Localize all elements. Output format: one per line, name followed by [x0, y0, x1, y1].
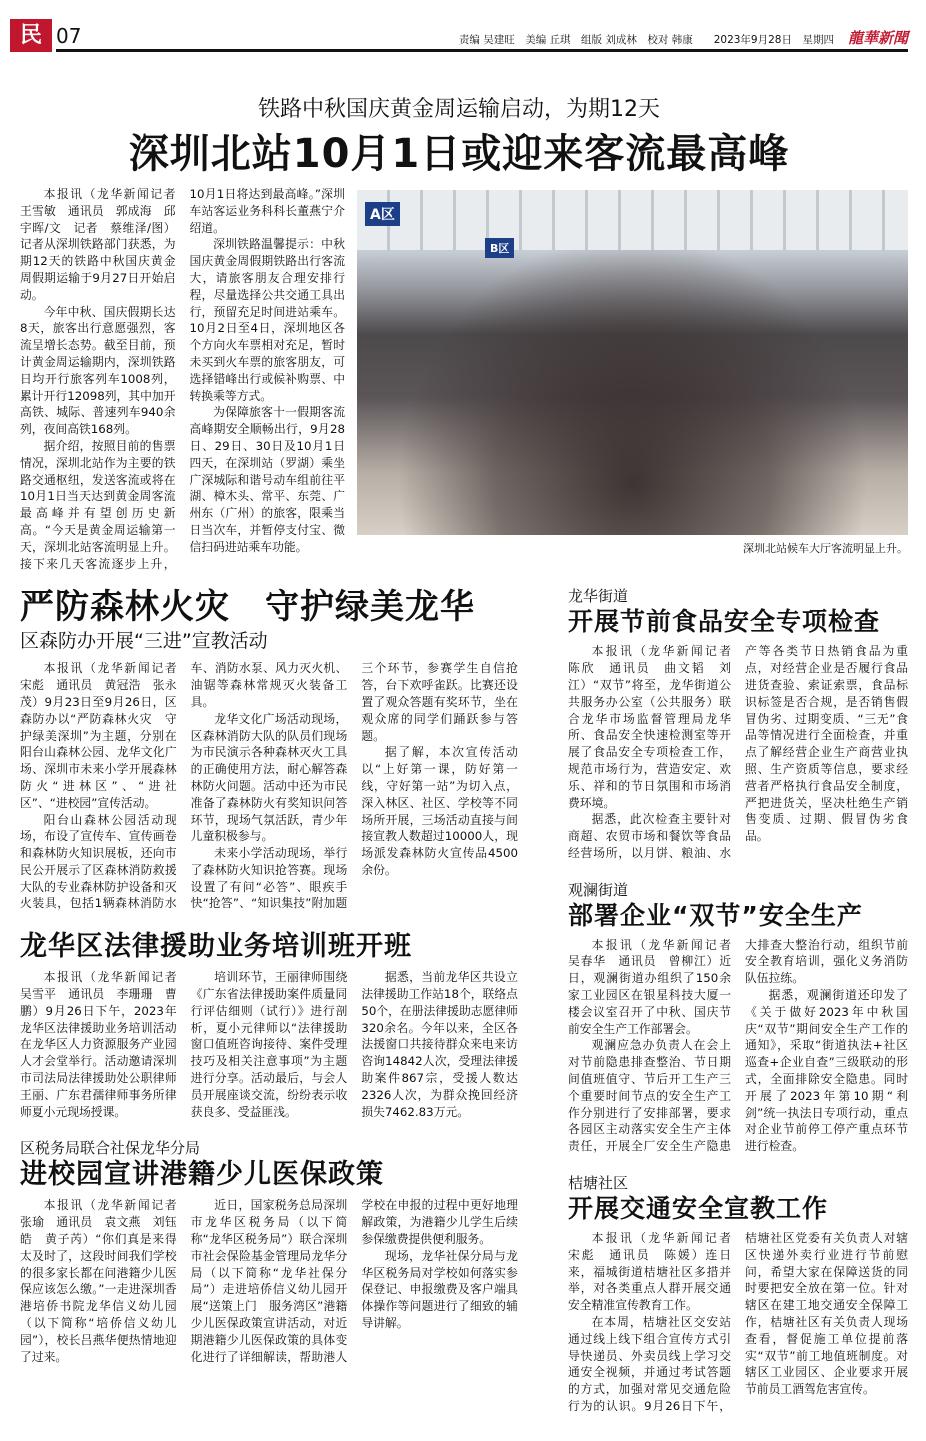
guanlan-body	[568, 937, 908, 1155]
forest-subtitle: 区森防办开展“三进”宣教活动	[20, 630, 268, 653]
ceiling-truss	[357, 190, 908, 250]
legal-headline: 龙华区法律援助业务培训班开班	[20, 931, 412, 963]
jutang-headline: 开展交通安全宣教工作	[568, 1194, 829, 1224]
paragraph: 据悉，此次检查主要针对商超、农贸市场和餐饮等食品经营场所，以月饼、粮油、水产等各类节日热销食品为重点，对经营企业是否履行食品进货查验、索证索票，食品标识标签是否合规，是否销售假冒伪劣、过期变质、“三无”食品等情况进行全面检查，并重点了解经营企业生产商营业执照、生产资质等信息，要求经营者严格执行食品安全制度，严把进货关，坚决杜绝生产销售变质、过期、假冒伪劣食品。	[568, 644, 908, 860]
paragraph: 本报讯（龙华新闻记者 宋彪 通讯员 黄冠浩 张永茂）9月23日至9月26日，区森防办以“严防森林火灾 守护绿美深圳”为主题，分别在阳台山森林公园、龙华文化广场、深圳市未来小学开展森林防火“进林区”、“进社区”、“进校园”宣传活动。	[20, 661, 189, 810]
paragraph: 今年中秋、国庆假期长达8天，旅客出行意愿强烈，客流呈增长态势。截至目前，预计黄金周运输期内，深圳铁路日均开行旅客列车1008列，累计开行12098列，其中加开高铁、城际、普速列车940余列，夜间高铁168列。	[20, 304, 176, 437]
jutang-kicker: 桔塘社区	[568, 1174, 629, 1193]
paragraph: 阳台山森林公园活动现场，布设了宣传车、宣传画卷和森林防火知识展板，还向市民公开展示了区森林消防救援大队的专业森林防护设备和灭火装具，包括1辆森林消防水车、消防水泵、风力灭火机、油锯等森林常规灭火装备工具。	[20, 661, 348, 911]
food-body	[568, 643, 908, 861]
legal-body	[20, 969, 518, 1120]
paragraph: 本报讯（龙华新闻记者 宋彪 通讯员 陈媛）连日来，福城街道桔塘社区多措并举，对各类重点人群开展交通安全精准宣传教育工作。	[568, 1231, 743, 1313]
paragraph: 为保障旅客十一假期客流高峰期安全顺畅出行，9月28日、29日、30日及10月1日四天，在深圳站（罗湖）乘坐广深城际和谐号动车组前往平湖、樟木头、常平、东莞、广州东（广州）的旅客，限乘当日当次车，并暂停支付宝、微信扫码进站乘车功能。	[189, 405, 345, 554]
lead-kicker: 铁路中秋国庆黄金周运输启动，为期12天	[258, 97, 660, 122]
lower-section	[10, 586, 908, 1432]
forest-body	[20, 660, 518, 912]
paragraph: 本报讯（龙华新闻记者 陈欣 通讯员 曲文韬 刘江）“双节”将至，龙华街道公共服务办公室（公共服务）联合龙华市场监督管理局龙华所、食品安全快速检测室等开展了食品安全专项检查工作，规范市场行为，营造安定、欢乐、祥和的节日氛围和市场消费环境。	[568, 644, 743, 810]
photo-caption: 深圳北站候车大厅客流明显上升。	[743, 542, 908, 555]
lead-body	[20, 186, 345, 572]
lead-media	[357, 186, 908, 572]
forest-article	[20, 586, 518, 912]
food-kicker: 龙华街道	[568, 587, 629, 606]
paragraph: 近日，国家税务总局深圳市龙华区税务局（以下简称“龙华区税务局”）联合深圳市社会保险基金管理局龙华分局（以下简称“龙华社保分局”）走进培侨信义幼儿园开展“送策上门 服务湾区”港籍少儿医保政策宣讲活动，对近期港籍少儿医保政策的具体变化进行了详细解读，帮助港人学校在申报的过程中更好地理解政策，为港籍少儿学生后续参保缴费提供便利服务。	[190, 1198, 518, 1364]
jutang-body	[568, 1230, 908, 1415]
tax-article	[20, 1138, 518, 1365]
paragraph: 培训环节，王丽律师围绕《广东省法律援助案件质量同行评估细则（试行）》进行剖析，夏小元律师以“法律援助窗口值班咨询接待、案件受理技巧及相关注意事项”为主题进行分享。活动最后，与会人员开展座谈交流，纷纷表示收获良多、受益匪浅。	[190, 970, 348, 1119]
tax-body	[20, 1197, 518, 1365]
guanlan-article	[568, 880, 908, 1155]
right-column	[568, 586, 908, 1432]
lead-headline: 深圳北站10月1日或迎来客流最高峰	[128, 131, 790, 177]
guanlan-kicker: 观澜街道	[568, 880, 629, 899]
paragraph: 现场，龙华社保分局与龙华区税务局对学校如何落实参保登记、申报缴费及客户端具体操作等问题进行了细致的辅导讲解。	[361, 1248, 518, 1331]
food-headline: 开展节前食品安全专项检查	[568, 607, 881, 637]
paragraph: 本报讯（龙华新闻记者 吴雪平 通讯员 李珊珊 曹鹏）9月26日下午，2023年龙华区法律援助业务培训活动在龙华区人力资源服务产业园人才会堂举行。活动邀请深圳市司法局法律援助处公职律师王丽、广东君孺律师事务所律师夏小元现场授课。	[20, 970, 189, 1119]
paragraph: 据了解，本次宣传活动以“上好第一课，防好第一线，守好第一站”为切入点，深入林区、社区、学校等不同场所开展，三场活动直接与间接宣教人数超过10000人，现场派发森林防火宣传品4500余份。	[361, 745, 518, 877]
paragraph: 本报讯（龙华新闻记者 张瑜 通讯员 袁文燕 刘钰皓 黄子芮）“你们真是来得太及时了，这段时间我们学校的很多家长都在问港籍少儿医保应该怎么缴。”一走进深圳香港培侨书院龙华信义幼儿园（以下简称“培侨信义幼儿园”），校长吕燕华便热情地迎了过来。	[20, 1198, 189, 1364]
paragraph: 本报讯（龙华新闻记者 吴春华 通讯员 曾柳江）近日，观澜街道办组织了150余家工业园区在银星科技大厦一楼会议室召开了中秋、国庆节前安全生产工作部署会。	[568, 937, 743, 1036]
left-column	[20, 586, 518, 1432]
paragraph: 在本周，桔塘社区交安站通过线上线下组合宣传方式引导快递员、外卖员线上学习交通安全视频，并通过考试答题的方式，加强对常见交通危险行为的认识。9月26日下午，桔塘社区党委有关负责人对辖区快递外卖行业进行节前慰问，希望大家在保障送货的同时要把安全放在第一位。针对辖区在建工地交通安全保障工作，桔塘社区有关负责人现场查看，督促施工单位提前落实“双节”前工地值班制度。对辖区工业园区、企业要求开展节前员工酒驾危害宣传。	[568, 1231, 908, 1414]
lead-story	[10, 186, 908, 572]
food-article	[568, 586, 908, 861]
tax-kicker: 区税务局联合社保龙华分局	[20, 1139, 201, 1158]
page-number: 07	[56, 24, 82, 48]
zone-sign-a: A区	[365, 202, 400, 226]
tax-headline: 进校园宣讲港籍少儿医保政策	[20, 1159, 384, 1191]
section-badge: 民生	[10, 19, 52, 52]
paragraph: 据介绍，按照目前的售票情况，深圳北站作为主要的铁路交通枢纽，发送客流或将在10月1日当天达到黄金周客流最高峰并有望创历史新高。“今天是黄金周运输第一天，深圳北站客流明显上升。接下来几天客流逐步上升，10月1日将达到最高峰。”深圳车站客运业务科科长董燕宁介绍道。	[20, 187, 345, 571]
newspaper-logo: 龍華新聞	[847, 29, 908, 47]
header-rule	[56, 26, 908, 52]
paragraph: 据悉，观澜街道还印发了《关于做好2023年中秋国庆“双节”期间安全生产工作的通知》，采取“街道执法+社区巡查+企业自查”三级联动的形式，全面排除安全隐患。同时开展了2023年第10期“利剑”统一执法日专项行动，重点对企业节前停工停产重点环节进行检查。	[745, 988, 908, 1154]
paragraph: 龙华文化广场活动现场，区森林消防大队的队员们现场为市民演示各种森林灭火工具的正确使用方法，耐心解答森林防火问题。活动中还为市民准备了森林防火有奖知识问答环节，现场气氛活跃，青少年儿童积极参与。	[190, 711, 348, 844]
paragraph: 据悉，当前龙华区共设立法律援助工作站18个，联络点50个，在册法律援助志愿律师320余名。今年以来，全区各法援窗口共接待群众来电来访咨询14842人次，受理法律援助案件867宗，受援人数达2326人次，为群众挽回经济损失7462.83万元。	[361, 970, 518, 1119]
zone-sign-b: B区	[485, 238, 514, 258]
paragraph: 观澜应急办负责人在会上对节前隐患排查整治、节日期间值班值守、节后开工生产三个重要时间节点的安全生产工作分别进行了安排部署，要求各园区主动落实安全生产主体责任，开展全厂安全生产隐患大排查大整治行动，组织节前安全教育培训，强化义务消防队伍拉练。	[568, 937, 908, 1154]
editor-meta: 责编 吴建旺 美编 丘琪 组版 刘成林 校对 韩康 2023年9月28日 星期四	[458, 34, 834, 46]
paragraph: 本报讯（龙华新闻记者 王雪敏 通讯员 郭成海 邱宇晖/文 记者 蔡维泽/图）记者从深圳铁路部门获悉，为期12天的铁路中秋国庆黄金周假期运输于9月27日开始启动。	[20, 187, 188, 302]
page-header	[10, 19, 908, 81]
guanlan-headline: 部署企业“双节”安全生产	[568, 900, 863, 930]
jutang-article	[568, 1173, 908, 1415]
station-crowd-photo	[357, 190, 908, 535]
paragraph: 深圳铁路温馨提示：中秋国庆黄金周假期铁路出行客流大，请旅客朋友合理安排行程，尽量选择公共交通工具出行，预留充足时间进站乘车。10月2日至4日，深圳地区各个方向火车票相对充足，暂时未买到火车票的旅客朋友，可选择错峰出行或候补购票、中转换乘等方式。	[189, 237, 345, 403]
paragraph: 未来小学活动现场，举行了森林防火知识抢答赛。现场设置了有问“必答”、眼疾手快“抢答”、“知识集技”附加题三个环节，参赛学生自信抢答，台下欢呼雀跃。比赛还设置了观众答题有奖环节，坐在观众席的同学们踊跃参与答题。	[190, 661, 518, 911]
legal-article	[20, 930, 518, 1120]
forest-headline: 严防森林火灾 守护绿美龙华	[20, 587, 475, 628]
